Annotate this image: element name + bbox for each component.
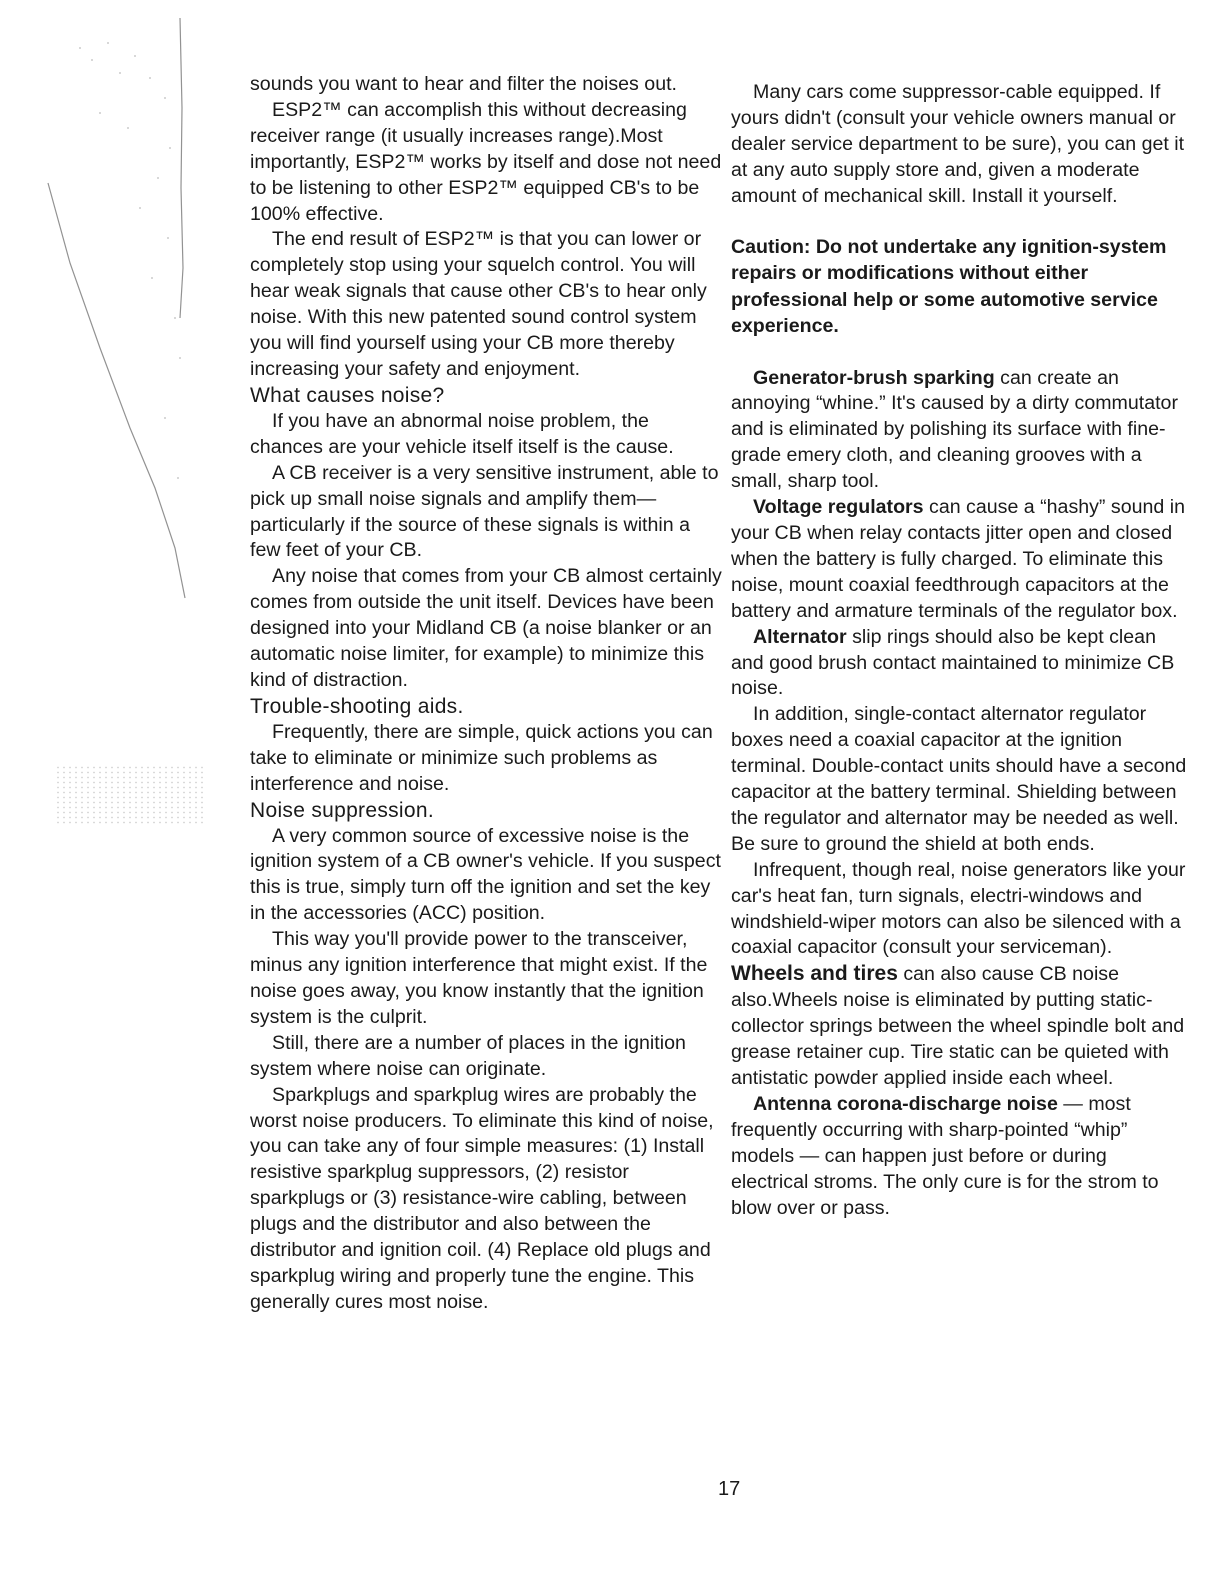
paragraph: In addition, single-contact alternator regulator boxes need a coaxial capacitor at the ignition terminal. Double-contact units should have a second capacitor at the battery terminal. Shielding between the regulator and alternator may be needed as well. Be sure to ground the shield at both ends. — [731, 703, 1187, 855]
lead-term: Wheels and tires — [731, 962, 898, 986]
paragraph: If you have an abnormal noise problem, the chances are your vehicle itself itself is the cause. — [250, 409, 674, 458]
paragraph: Sparkplugs and sparkplug wires are probably the worst noise producers. To eliminate this kind of noise, you can take any of four simple measures: (1) Install resistive sparkplug suppressors, (2) resistor sparkplugs or (3) resistance-wire cabling, between plugs and the distributor and also between the distributor and ignition coil. (4) Replace old plugs and sparkplug wiring and properly tune the engine. This generally cures most noise. — [250, 1083, 714, 1313]
paragraph — [731, 961, 1187, 1092]
paragraph: A very common source of excessive noise is the ignition system of a CB owner's vehicle. If you suspect this is true, simply turn off the ignition and set the key in the accessories (ACC) position. — [250, 824, 721, 925]
paragraph — [731, 495, 1187, 625]
scan-edge-marks — [40, 18, 210, 658]
scan-speckle — [55, 765, 205, 825]
paragraph: Infrequent, though real, noise generators like your car's heat fan, turn signals, electri-windows and windshield-wiper motors can also be silenced with a coaxial capacitor (consult your serviceman). — [731, 858, 1186, 959]
paragraph: Frequently, there are simple, quick actions you can take to eliminate or minimize such problems as interference and noise. — [250, 720, 713, 795]
section-heading: Trouble-shooting aids. — [250, 694, 464, 718]
paragraph-text: can also cause CB noise also.Wheels noise is eliminated by putting static-collector springs between the wheel spindle bolt and grease retainer cup. Tire static can be quieted with antistatic powder applied inside each wheel. — [731, 963, 1185, 1089]
paragraph: This way you'll provide power to the transceiver, minus any ignition interference that might exist. If the noise goes away, you know instantly that the ignition system is the culprit. — [250, 928, 708, 1028]
lead-term: Voltage regulators — [753, 496, 924, 519]
paragraph-text: can cause a “hashy” sound in your CB when relay contacts jitter open and closed when the battery is fully charged. To eliminate this noise, mount coaxial feedthrough capacitors at the battery and armature terminals of the regulator box. — [731, 496, 1185, 622]
lead-term: Antenna corona-discharge noise — [753, 1092, 1058, 1115]
paragraph: sounds you want to hear and filter the noises out. — [250, 73, 677, 95]
left-column — [250, 72, 725, 1316]
paragraph-text: slip rings should also be kept clean and good brush contact maintained to minimize CB noise. — [731, 625, 1175, 700]
paragraph: The end result of ESP2™ is that you can lower or completely stop using your squelch control. You will hear weak signals that cause other CB's to hear only noise. With this new patented sound control system you will find yourself using your CB more thereby increasing your safety and enjoyment. — [250, 228, 707, 380]
paragraph-text: can create an annoying “whine.” It's caused by a dirty commutator and is eliminated by polishing its surface with fine-grade emery cloth, and cleaning grooves with a small, sharp tool. — [731, 366, 1178, 493]
right-column — [731, 80, 1187, 1221]
lead-term: Generator-brush sparking — [753, 366, 995, 389]
paragraph — [731, 625, 1187, 703]
paragraph: Many cars come suppressor-cable equipped. If yours didn't (consult your vehicle owners manual or dealer service department to be sure), you can get it at any auto supply store and, given a moderate amount of mechanical skill. Install it yourself. — [731, 81, 1185, 207]
section-heading: What causes noise? — [250, 383, 445, 407]
paragraph: Any noise that comes from your CB almost certainly comes from outside the unit itself. Devices have been designed into your Midland CB (a noise blanker or an automatic noise limiter, for example) to minimize this kind of distraction. — [250, 565, 722, 691]
paragraph: ESP2™ can accomplish this without decreasing receiver range (it usually increases range).Most importantly, ESP2™ works by itself and dose not need to be listening to other ESP2™ equipped CB's to be 100% effective. — [250, 98, 722, 225]
paragraph: A CB receiver is a very sensitive instrument, able to pick up small noise signals and amplify them— particularly if the source of these signals is within a few feet of your CB. — [250, 461, 719, 562]
paragraph — [731, 1092, 1187, 1222]
page-number: 17 — [718, 1478, 741, 1500]
paragraph — [731, 366, 1187, 496]
section-heading: Noise suppression. — [250, 798, 434, 822]
paragraph: Still, there are a number of places in the ignition system where noise can originate. — [250, 1031, 686, 1080]
caution-note: Caution: Do not undertake any ignition-system repairs or modifications without either professional help or some automotive service experience. — [731, 235, 1167, 338]
lead-term: Alternator — [753, 625, 847, 648]
paragraph-text: — most frequently occurring with sharp-pointed “whip” models — can happen just before or during electrical stroms. The only cure is for the strom to blow over or pass. — [731, 1092, 1159, 1219]
